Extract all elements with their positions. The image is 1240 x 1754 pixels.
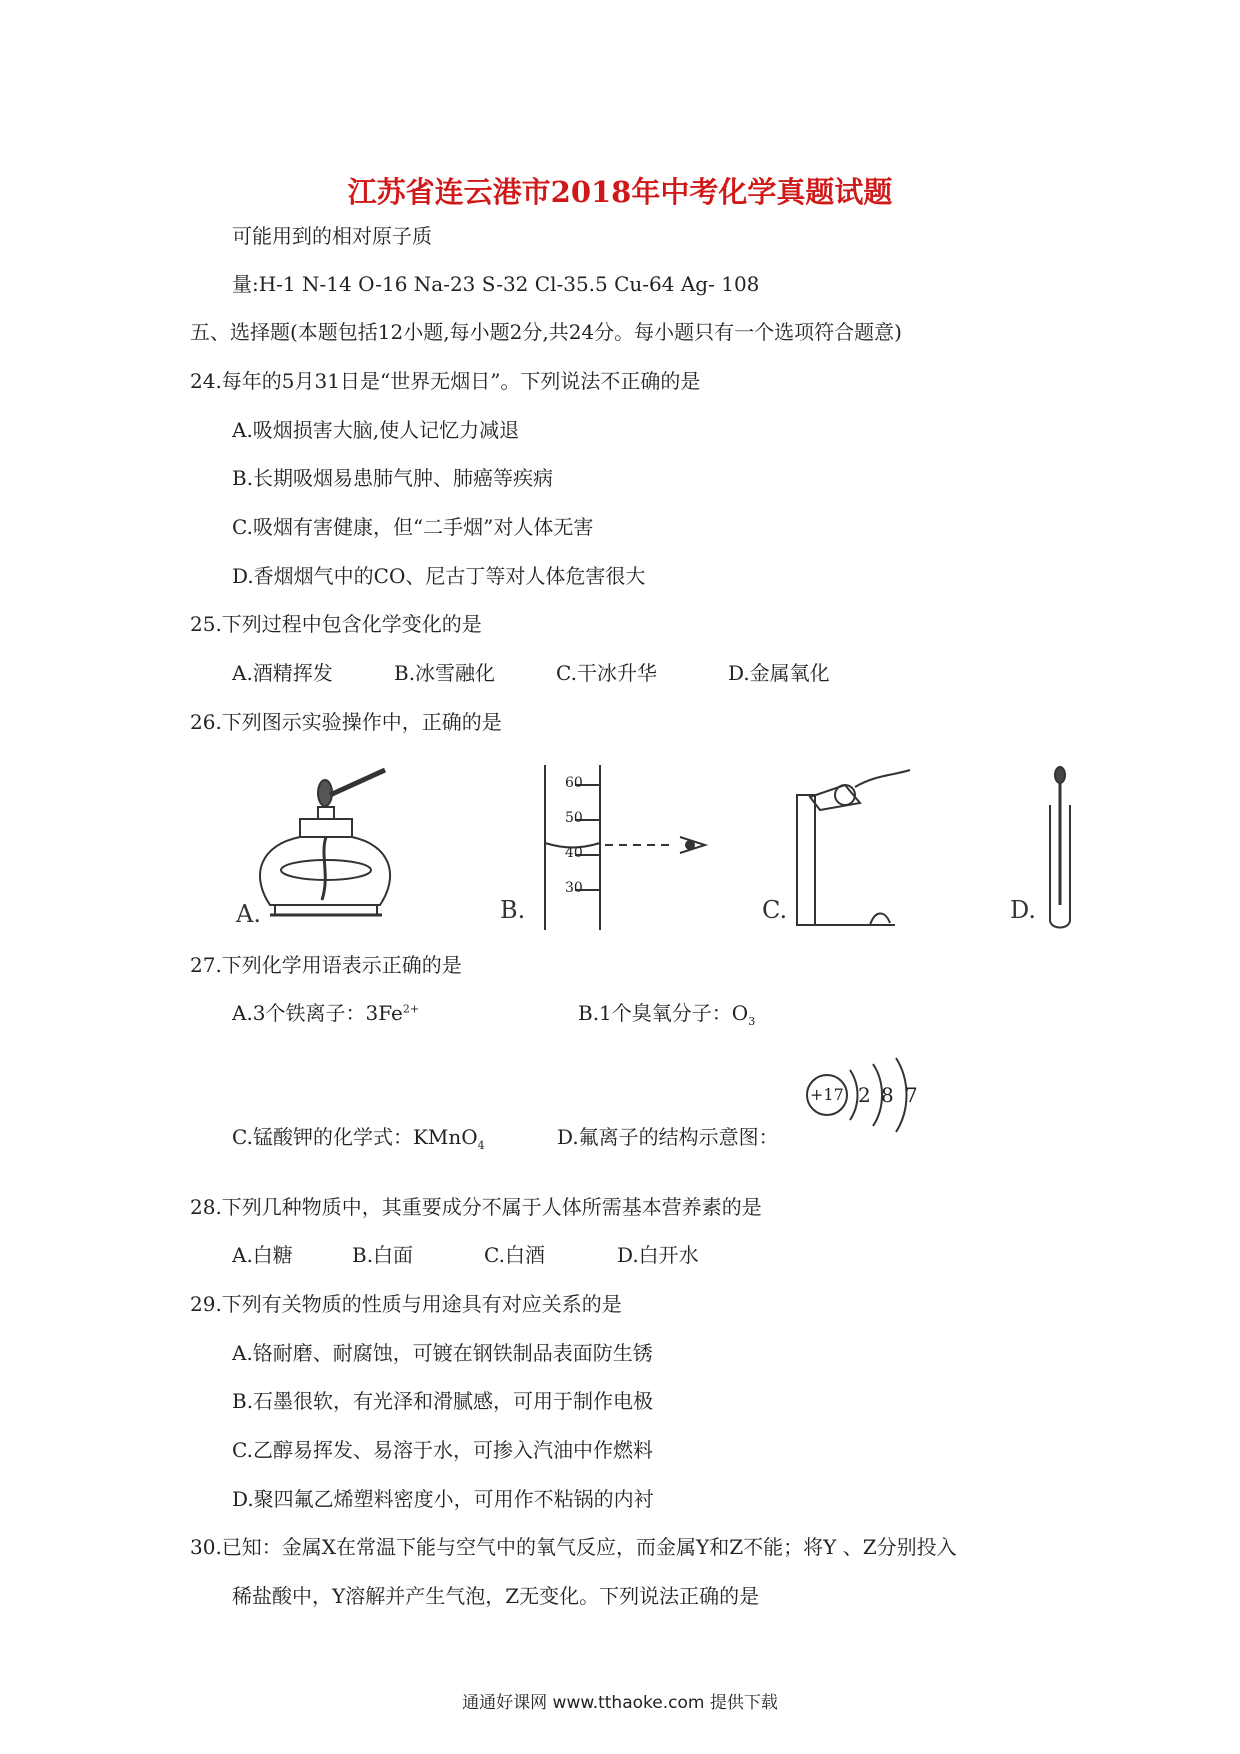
q27-option-c: C.锰酸钾的化学式：KMnO$_4$ [232, 1125, 485, 1152]
section-heading: 五、选择题(本题包括12小题,每小题2分,共24分。每小题只有一个选项符合题意) [190, 320, 902, 344]
q26-label-a: A. [236, 900, 261, 928]
atom-shell-1: 2 [858, 1083, 871, 1107]
q27-option-a: A.3个铁离子：$3Fe^{2+}$ [232, 1001, 420, 1025]
q26-stem: 26.下列图示实验操作中，正确的是 [190, 710, 502, 734]
q29-option-d: D.聚四氟乙烯塑料密度小，可用作不粘锅的内衬 [232, 1487, 654, 1511]
q29-stem: 29.下列有关物质的性质与用途具有对应关系的是 [190, 1292, 622, 1316]
q28-stem: 28.下列几种物质中，其重要成分不属于人体所需基本营养素的是 [190, 1195, 762, 1219]
q27-option-d: D.氟离子的结构示意图： [557, 1125, 779, 1149]
dropper-test-tube-figure [1040, 765, 1080, 935]
q28-option-a: A.白糖 [232, 1243, 293, 1267]
q24-option-d: D.香烟烟气中的CO、尼古丁等对人体危害很大 [232, 564, 646, 588]
page-title: 江苏省连云港市2018年中考化学真题试题 [347, 175, 893, 209]
atom-shell-3: 7 [905, 1083, 918, 1107]
q24-option-b: B.长期吸烟易患肺气肿、肺癌等疾病 [232, 466, 554, 490]
cylinder-tick-40: 40 [565, 845, 583, 861]
q25-option-b: B.冰雪融化 [394, 661, 496, 685]
q29-option-c: C.乙醇易挥发、易溶于水，可掺入汽油中作燃料 [232, 1438, 653, 1462]
q24-option-c: C.吸烟有害健康，但“二手烟”对人体无害 [232, 515, 594, 539]
q25-stem: 25.下列过程中包含化学变化的是 [190, 612, 482, 636]
q27-stem: 27.下列化学用语表示正确的是 [190, 953, 462, 977]
cylinder-tick-50: 50 [565, 810, 583, 826]
q26-label-d: D. [1010, 896, 1037, 924]
atom-nucleus-label: +17 [810, 1085, 844, 1104]
intro-line-1: 可能用到的相对原子质 [232, 224, 432, 248]
pouring-liquid-figure [785, 765, 925, 935]
cylinder-tick-60: 60 [565, 775, 583, 791]
q29-option-b: B.石墨很软，有光泽和滑腻感，可用于制作电极 [232, 1389, 654, 1413]
q26-label-c: C. [762, 896, 788, 924]
cylinder-tick-30: 30 [565, 880, 583, 896]
q24-stem: 24.每年的5月31日是“世界无烟日”。下列说法不正确的是 [190, 369, 701, 393]
q25-option-c: C.干冰升华 [556, 661, 657, 685]
q28-option-c: C.白酒 [484, 1243, 545, 1267]
q26-label-b: B. [500, 896, 526, 924]
q25-option-a: A.酒精挥发 [232, 661, 333, 685]
intro-line-2: 量:H-1 N-14 O-16 Na-23 S-32 Cl-35.5 Cu-64 Ag- 108 [232, 272, 760, 296]
q28-option-b: B.白面 [352, 1243, 414, 1267]
q30-stem: 30.已知：金属X在常温下能与空气中的氧气反应，而金属Y和Z不能；将Y 、Z分别投入 [190, 1535, 957, 1559]
q30-stem-continued: 稀盐酸中，Y溶解并产生气泡，Z无变化。下列说法正确的是 [232, 1584, 760, 1608]
atom-shell-2: 8 [881, 1083, 894, 1107]
q24-option-a: A.吸烟损害大脑,使人记忆力减退 [232, 418, 520, 442]
q25-option-d: D.金属氧化 [728, 661, 830, 685]
q29-option-a: A.铬耐磨、耐腐蚀，可镀在钢铁制品表面防生锈 [232, 1341, 653, 1365]
page-footer: 通通好课网 www.tthaoke.com 提供下载 [462, 1693, 778, 1713]
q28-option-d: D.白开水 [617, 1243, 699, 1267]
q27-option-b: B.1个臭氧分子：$O_3$ [578, 1001, 756, 1028]
